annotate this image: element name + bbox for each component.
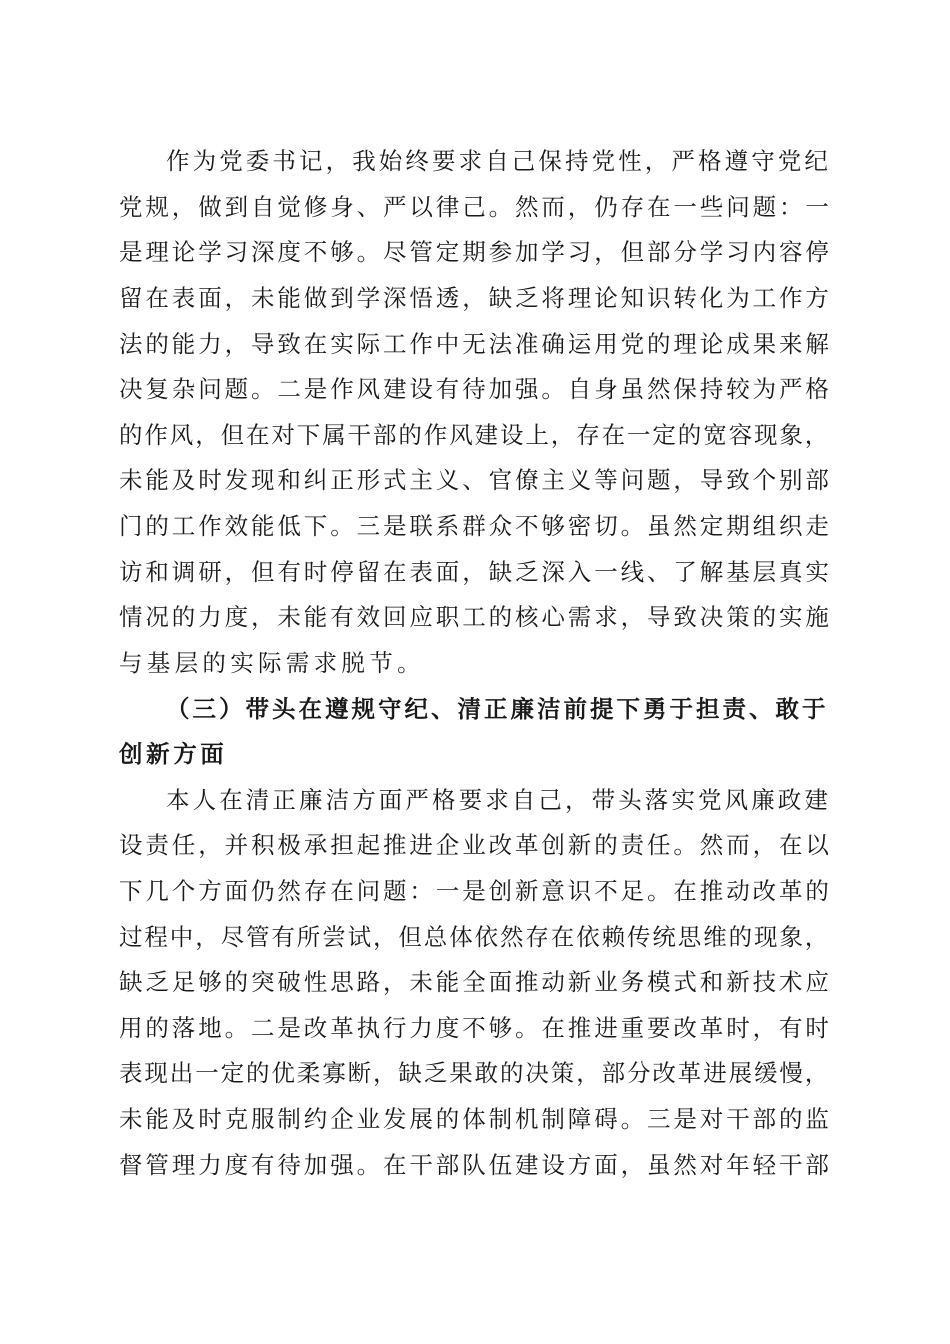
paragraph-1-line-10: 访和调研，但有时停留在表面，缺乏深入一线、了解基层真实 — [119, 558, 832, 586]
paragraph-1-line-4: 留在表面，未能做到学深悟透，缺乏将理论知识转化为工作方 — [119, 284, 832, 312]
section-heading-line-1: （三）带头在遵规守纪、清正廉洁前提下勇于担责、敢于 — [166, 695, 829, 723]
paragraph-1-line-11: 情况的力度，未能有效回应职工的核心需求，导致决策的实施 — [119, 603, 832, 631]
paragraph-1-line-12: 与基层的实际需求脱节。 — [119, 649, 425, 677]
paragraph-2-line-1: 本人在清正廉洁方面严格要求自己，带头落实党风廉政建 — [166, 786, 831, 814]
paragraph-2-line-5: 缺乏足够的突破性思路，未能全面推动新业务模式和新技术应 — [119, 968, 832, 996]
paragraph-1-line-8: 未能及时发现和纠正形式主义、官僚主义等问题，导致个别部 — [119, 466, 832, 494]
paragraph-1-line-7: 的作风，但在对下属干部的作风建设上，存在一定的宽容现象， — [119, 421, 831, 449]
paragraph-1-line-2: 党规，做到自觉修身、严以律己。然而，仍存在一些问题：一 — [119, 193, 832, 221]
paragraph-2-line-9: 督管理力度有待加强。在干部队伍建设方面，虽然对年轻干部 — [119, 1151, 832, 1179]
paragraph-2-line-2: 设责任，并积极承担起推进企业改革创新的责任。然而，在以 — [119, 831, 832, 859]
section-heading-line-2: 创新方面 — [119, 740, 228, 768]
paragraph-1-line-5: 法的能力，导致在实际工作中无法准确运用党的理论成果来解 — [119, 330, 832, 358]
paragraph-2-line-7: 表现出一定的优柔寡断，缺乏果敢的决策，部分改革进展缓慢， — [119, 1059, 831, 1087]
paragraph-1-line-6: 决复杂问题。二是作风建设有待加强。自身虽然保持较为严格 — [119, 375, 832, 403]
paragraph-1-line-1: 作为党委书记，我始终要求自己保持党性，严格遵守党纪 — [166, 147, 831, 175]
paragraph-2-line-3: 下几个方面仍然存在问题：一是创新意识不足。在推动改革的 — [119, 877, 832, 905]
paragraph-1-line-9: 门的工作效能低下。三是联系群众不够密切。虽然定期组织走 — [119, 512, 832, 540]
paragraph-2-line-8: 未能及时克服制约企业发展的体制机制障碍。三是对干部的监 — [119, 1105, 832, 1133]
paragraph-2-line-4: 过程中，尽管有所尝试，但总体依然存在依赖传统思维的现象， — [119, 923, 831, 951]
paragraph-1-line-3: 是理论学习深度不够。尽管定期参加学习，但部分学习内容停 — [119, 238, 832, 266]
paragraph-2-line-6: 用的落地。二是改革执行力度不够。在推进重要改革时，有时 — [119, 1014, 832, 1042]
